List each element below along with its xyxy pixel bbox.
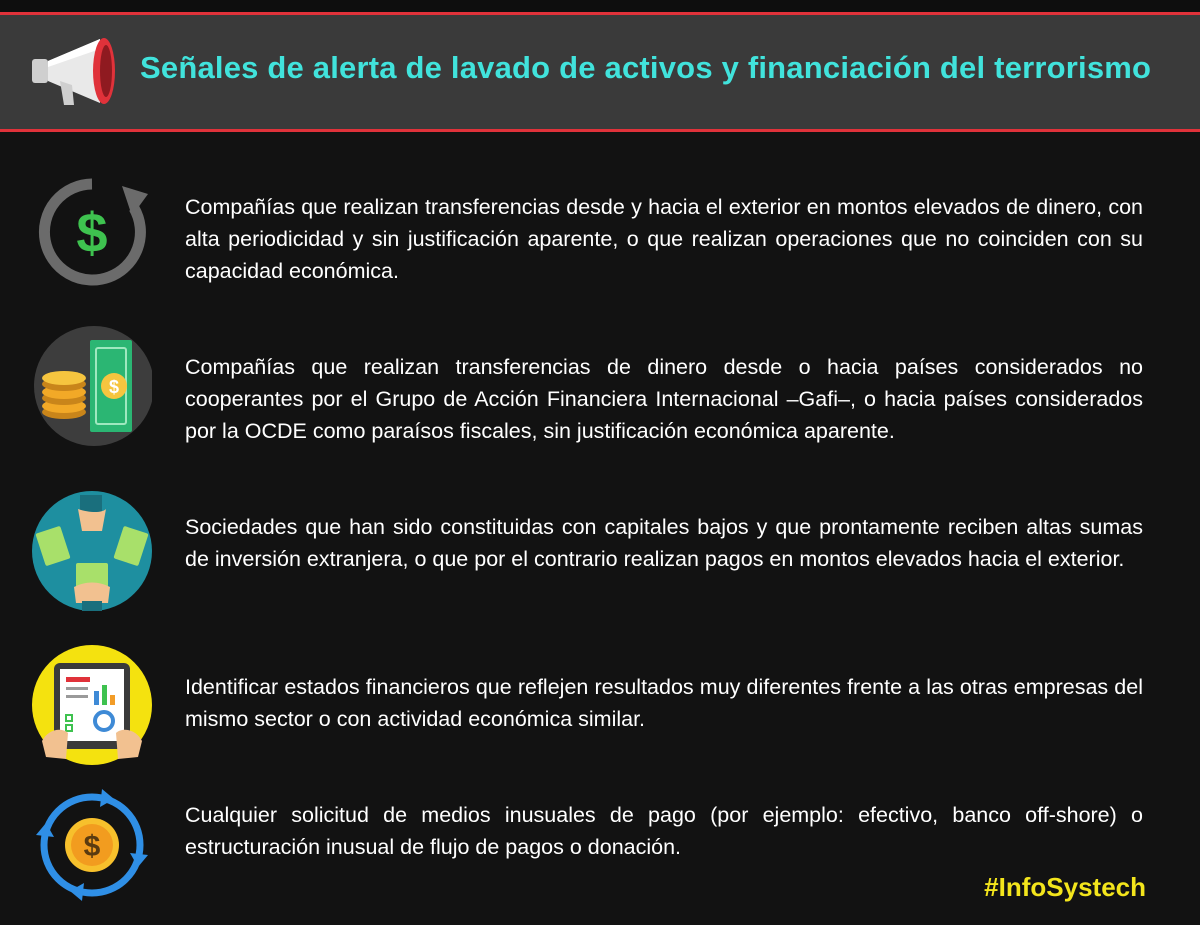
megaphone-icon [30,33,126,113]
tablet-financial-report-icon [32,645,152,765]
top-strip [0,0,1200,12]
hands-money-exchange-icon [32,491,152,611]
header-banner [0,12,1200,132]
hashtag: #InfoSystech [984,872,1146,902]
item-text: Cualquier solicitud de medios inusuales de pago (por ejemplo: efectivo, banco off-shore) o estructuración inusual de flujo de pagos o donación. [185,803,1143,859]
svg-text:$: $ [83,830,101,863]
item-text: Compañías que realizan transferencias desde y hacia el exterior en montos elevados de dinero, con alta periodicidad y sin justificación aparente, o que realizan operaciones que no coinciden con su capacidad económica. [185,195,1143,283]
dollar-refresh-icon [32,172,152,292]
coin-circular-arrows-icon [32,785,152,905]
svg-text:$: $ [76,201,108,264]
item-text: Identificar estados financieros que reflejen resultados muy diferentes frente a las otras empresas del mismo sector o con actividad económica similar. [185,675,1143,731]
item-text: Compañías que realizan transferencias de dinero desde o hacia países considerados no cooperantes por el Grupo de Acción Financiera Internacional –Gafi–, o hacia países considerados por la OCDE como paraísos fiscales, sin justificación económica aparente. [185,355,1143,443]
svg-text:$: $ [108,377,120,397]
item-text: Sociedades que han sido constituidas con capitales bajos y que prontamente reciben altas sumas de inversión extranjera, o que por el contrario realizan pagos en montos elevados hacia el exterior. [185,515,1143,571]
page-title: Señales de alerta de lavado de activos y financiación del terrorismo [140,50,1152,85]
coins-banknote-icon [32,326,152,446]
